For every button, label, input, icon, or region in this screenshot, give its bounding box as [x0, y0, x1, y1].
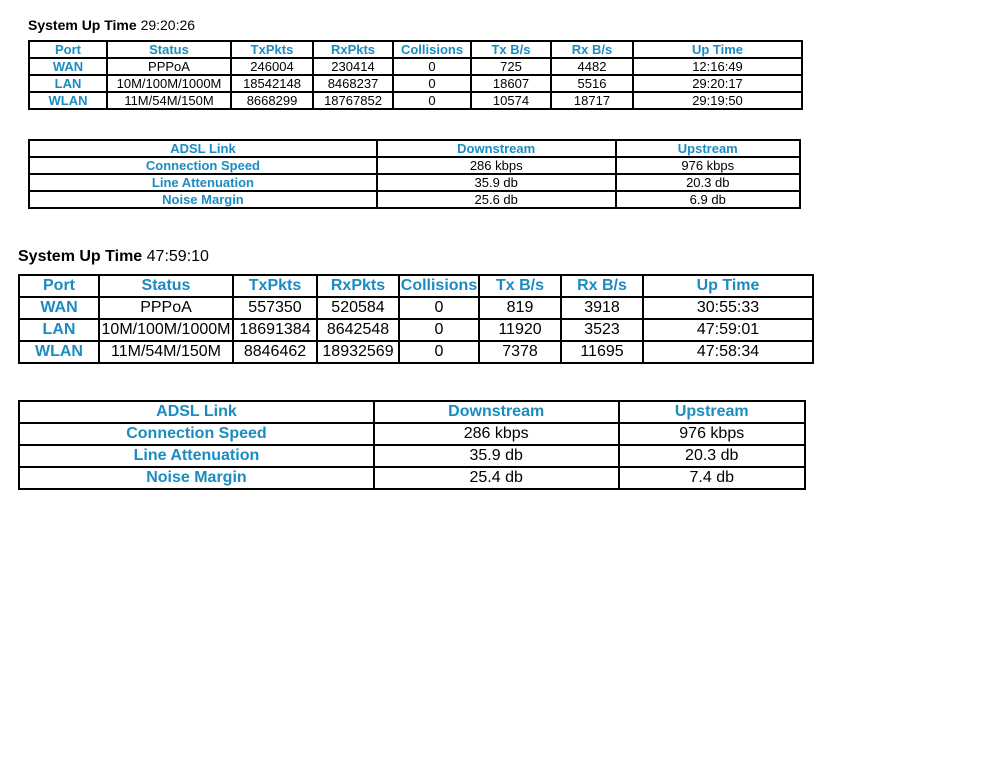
cell-uptime: 29:20:17	[633, 75, 802, 92]
cell-txbps: 11920	[479, 319, 561, 341]
col-header-rxbps: Rx B/s	[561, 275, 643, 297]
col-header-port: Port	[19, 275, 99, 297]
cell-collisions: 0	[393, 92, 471, 109]
cell-status: PPPoA	[107, 58, 231, 75]
table-row	[19, 319, 813, 341]
cell-txpkts: 18542148	[231, 75, 313, 92]
cell-uptime: 30:55:33	[643, 297, 813, 319]
cell-status: 11M/54M/150M	[107, 92, 231, 109]
cell-uptime: 29:19:50	[633, 92, 802, 109]
table-row	[19, 341, 813, 363]
system-uptime-2	[18, 248, 209, 266]
metric-name: Line Attenuation	[19, 445, 374, 467]
metric-name: Noise Margin	[19, 467, 374, 489]
cell-txbps: 7378	[479, 341, 561, 363]
table-row	[19, 467, 805, 489]
cell-txbps: 725	[471, 58, 551, 75]
adsl-link-table-2	[18, 400, 806, 490]
col-header-uptime: Up Time	[643, 275, 813, 297]
cell-upstream: 976 kbps	[616, 157, 801, 174]
cell-downstream: 286 kbps	[377, 157, 616, 174]
cell-rxpkts: 520584	[317, 297, 399, 319]
metric-name: Line Attenuation	[29, 174, 377, 191]
cell-rxbps: 4482	[551, 58, 633, 75]
port-name: WAN	[19, 297, 99, 319]
cell-rxpkts: 18767852	[313, 92, 393, 109]
col-header-txbps: Tx B/s	[471, 41, 551, 58]
uptime-value: 47:59:10	[146, 248, 209, 265]
cell-status: 10M/100M/1000M	[107, 75, 231, 92]
cell-rxbps: 11695	[561, 341, 643, 363]
cell-downstream: 35.9 db	[374, 445, 619, 467]
col-header-rxpkts: RxPkts	[313, 41, 393, 58]
table-header-row	[29, 140, 800, 157]
cell-upstream: 20.3 db	[619, 445, 806, 467]
cell-txpkts: 18691384	[233, 319, 317, 341]
table-row	[29, 92, 802, 109]
cell-collisions: 0	[393, 75, 471, 92]
col-header-downstream: Downstream	[377, 140, 616, 157]
col-header-rxbps: Rx B/s	[551, 41, 633, 58]
cell-rxpkts: 8642548	[317, 319, 399, 341]
cell-downstream: 25.6 db	[377, 191, 616, 208]
cell-collisions: 0	[393, 58, 471, 75]
cell-uptime: 12:16:49	[633, 58, 802, 75]
port-name: WLAN	[19, 341, 99, 363]
col-header-status: Status	[107, 41, 231, 58]
cell-status: 11M/54M/150M	[99, 341, 233, 363]
col-header-status: Status	[99, 275, 233, 297]
col-header-downstream: Downstream	[374, 401, 619, 423]
col-header-adsl-link: ADSL Link	[29, 140, 377, 157]
cell-uptime: 47:59:01	[643, 319, 813, 341]
cell-status: PPPoA	[99, 297, 233, 319]
cell-downstream: 35.9 db	[377, 174, 616, 191]
metric-name: Noise Margin	[29, 191, 377, 208]
cell-rxbps: 3918	[561, 297, 643, 319]
adsl-link-table-1	[28, 139, 801, 209]
cell-rxpkts: 18932569	[317, 341, 399, 363]
port-stats-table-2	[18, 274, 814, 364]
table-row	[29, 191, 800, 208]
system-uptime-1	[28, 17, 195, 33]
uptime-label: System Up Time	[28, 17, 137, 33]
uptime-label: System Up Time	[18, 248, 143, 265]
cell-txpkts: 8846462	[233, 341, 317, 363]
col-header-upstream: Upstream	[619, 401, 806, 423]
col-header-port: Port	[29, 41, 107, 58]
port-stats-table-1	[28, 40, 803, 110]
table-row	[19, 297, 813, 319]
cell-txbps: 10574	[471, 92, 551, 109]
cell-txbps: 18607	[471, 75, 551, 92]
col-header-txpkts: TxPkts	[233, 275, 317, 297]
cell-rxbps: 18717	[551, 92, 633, 109]
uptime-value: 29:20:26	[140, 17, 196, 33]
col-header-upstream: Upstream	[616, 140, 801, 157]
table-header-row	[19, 401, 805, 423]
cell-upstream: 20.3 db	[616, 174, 801, 191]
table-row	[29, 75, 802, 92]
col-header-uptime: Up Time	[633, 41, 802, 58]
metric-name: Connection Speed	[19, 423, 374, 445]
table-header-row	[19, 275, 813, 297]
cell-uptime: 47:58:34	[643, 341, 813, 363]
col-header-adsl-link: ADSL Link	[19, 401, 374, 423]
cell-upstream: 976 kbps	[619, 423, 806, 445]
table-row	[29, 157, 800, 174]
cell-upstream: 6.9 db	[616, 191, 801, 208]
cell-txpkts: 557350	[233, 297, 317, 319]
port-name: LAN	[29, 75, 107, 92]
port-name: LAN	[19, 319, 99, 341]
cell-rxbps: 3523	[561, 319, 643, 341]
cell-txpkts: 246004	[231, 58, 313, 75]
table-row	[29, 58, 802, 75]
col-header-rxpkts: RxPkts	[317, 275, 399, 297]
cell-collisions: 0	[399, 341, 479, 363]
metric-name: Connection Speed	[29, 157, 377, 174]
cell-status: 10M/100M/1000M	[99, 319, 233, 341]
table-row	[19, 445, 805, 467]
cell-collisions: 0	[399, 297, 479, 319]
cell-downstream: 286 kbps	[374, 423, 619, 445]
table-header-row	[29, 41, 802, 58]
port-name: WLAN	[29, 92, 107, 109]
col-header-collisions: Collisions	[399, 275, 479, 297]
cell-rxpkts: 230414	[313, 58, 393, 75]
col-header-txpkts: TxPkts	[231, 41, 313, 58]
table-row	[29, 174, 800, 191]
table-row	[19, 423, 805, 445]
cell-rxbps: 5516	[551, 75, 633, 92]
cell-downstream: 25.4 db	[374, 467, 619, 489]
cell-collisions: 0	[399, 319, 479, 341]
col-header-collisions: Collisions	[393, 41, 471, 58]
cell-txbps: 819	[479, 297, 561, 319]
cell-upstream: 7.4 db	[619, 467, 806, 489]
cell-txpkts: 8668299	[231, 92, 313, 109]
port-name: WAN	[29, 58, 107, 75]
cell-rxpkts: 8468237	[313, 75, 393, 92]
col-header-txbps: Tx B/s	[479, 275, 561, 297]
